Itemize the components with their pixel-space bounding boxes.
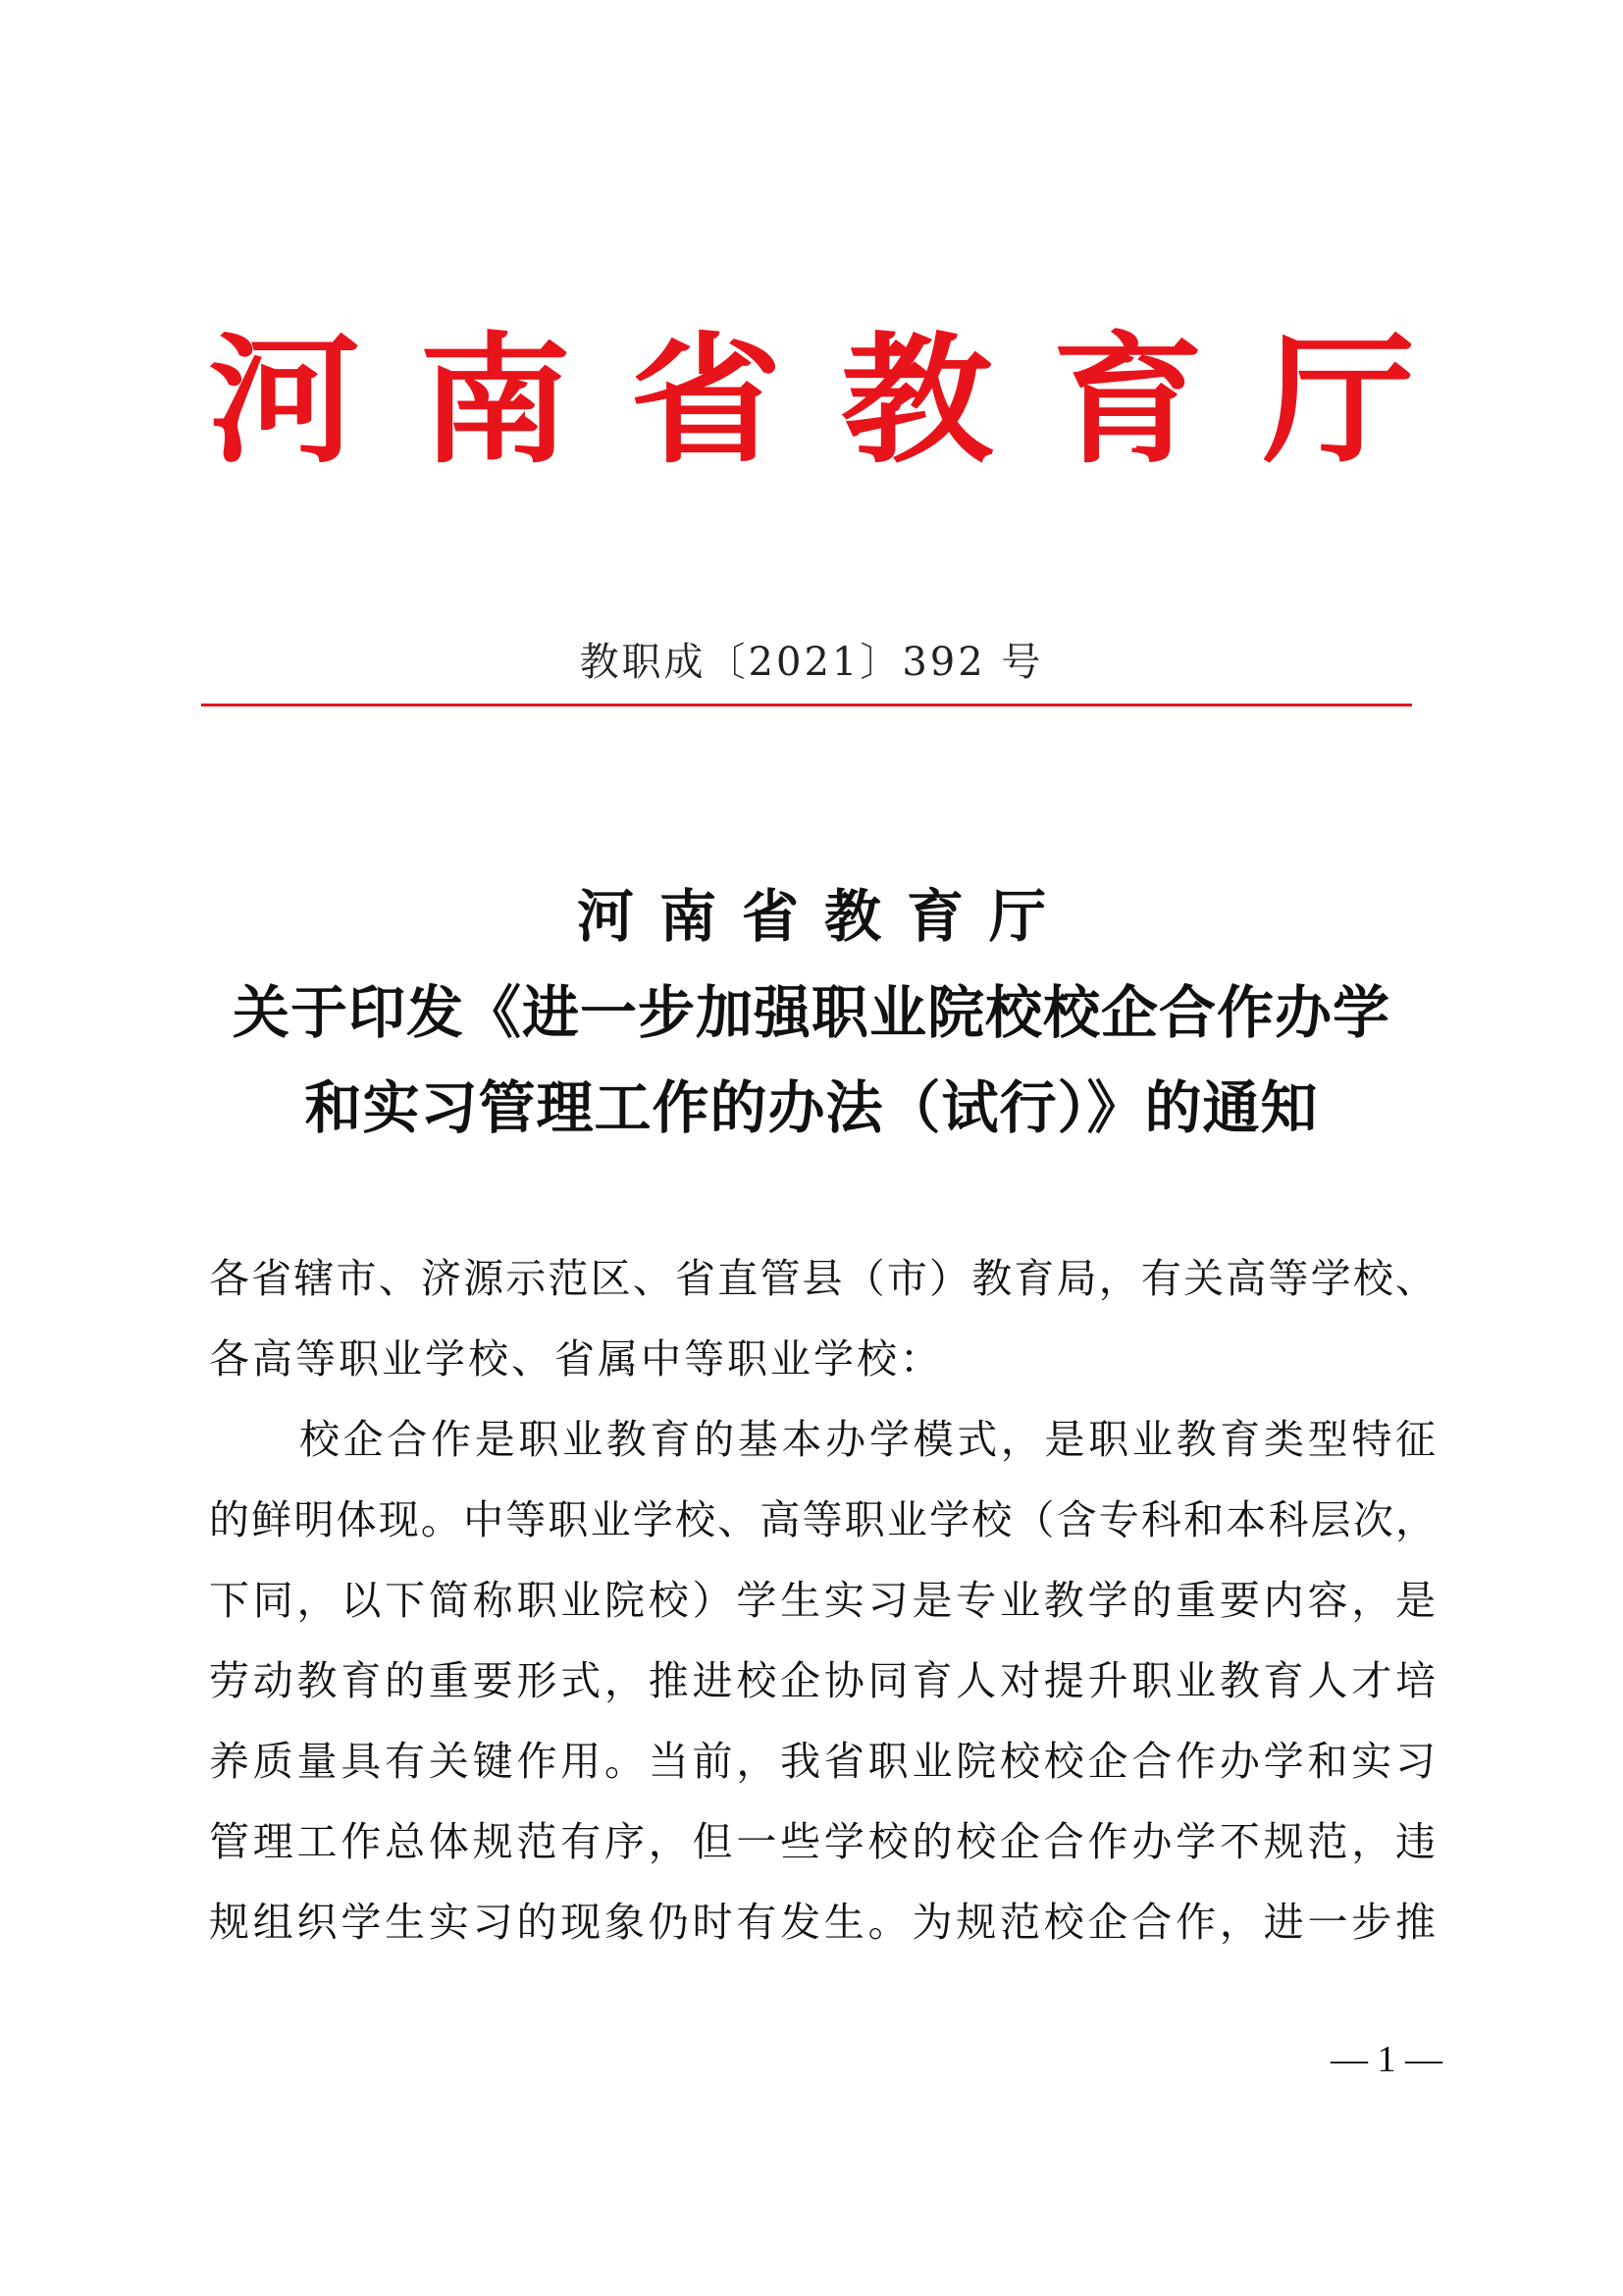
issuer-masthead: 河南省教育厅 (208, 317, 1474, 483)
body-line-4: 劳动教育的重要形式，推进校企协同育人对提升职业教育人才培 (209, 1657, 1436, 1704)
title-line-3: 和实习管理工作的办法（试行）》的通知 (304, 1074, 1319, 1141)
body-line-6: 管理工作总体规范有序，但一些学校的校企合作办学不规范，违 (209, 1818, 1436, 1865)
body-line-2: 的鲜明体现。中等职业学校、高等职业学校（含专科和本科层次， (209, 1496, 1436, 1543)
salutation-line-2: 各高等职业学校、省属中等职业学校： (209, 1335, 943, 1383)
body-line-7: 规组织学生实习的现象仍时有发生。为规范校企合作，进一步推 (209, 1899, 1436, 1946)
red-divider-line (201, 704, 1412, 706)
page-number: — 1 — (1331, 2039, 1442, 2080)
salutation-line-1: 各省辖市、济源示范区、省直管县（市）教育局，有关高等学校、 (209, 1255, 1436, 1302)
body-line-5: 养质量具有关键作用。当前，我省职业院校校企合作办学和实习 (209, 1738, 1436, 1785)
document-number: 教职成〔2021〕392 号 (579, 640, 1044, 685)
title-line-2: 关于印发《进一步加强职业院校校企合作办学 (232, 979, 1390, 1046)
body-line-3: 下同，以下简称职业院校）学生实习是专业教学的重要内容，是 (209, 1577, 1436, 1624)
body-line-1: 校企合作是职业教育的基本办学模式，是职业教育类型特征 (299, 1416, 1436, 1463)
title-line-1: 河南省教育厅 (576, 883, 1072, 950)
